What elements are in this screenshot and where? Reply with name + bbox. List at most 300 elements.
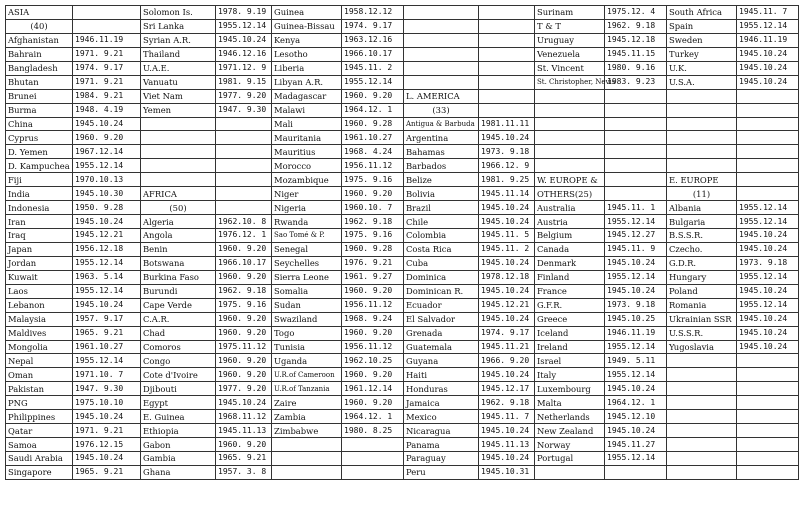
admission-date-cell: 1977. 9.20 [216,89,272,103]
country-cell: Mexico [404,410,479,424]
country-cell [667,159,737,173]
country-cell: Paraguay [404,452,479,466]
country-cell [667,89,737,103]
country-cell: Yemen [141,103,216,117]
table-row [6,312,799,326]
admission-date-cell [737,145,799,159]
country-cell: Qatar [6,424,73,438]
country-cell [404,6,479,20]
admission-date-cell: 1963.12.16 [342,33,404,47]
admission-date-cell: 1945.12.18 [605,33,667,47]
country-cell: G.D.R. [667,256,737,270]
table-row [6,354,799,368]
admission-date-cell: 1964.12. 1 [342,410,404,424]
country-cell: U.R.of Cameroon [272,368,342,382]
country-cell [404,61,479,75]
admission-date-cell: 1981. 9.25 [479,173,535,187]
country-cell: Cyprus [6,131,73,145]
admission-date-cell [73,19,141,33]
country-cell: Maldives [6,326,73,340]
admission-date-cell: 1945.10.24 [737,326,799,340]
admission-date-cell: 1945.10.24 [479,452,535,466]
admission-date-cell [605,89,667,103]
admission-date-cell: 1981. 9.15 [216,75,272,89]
table-row [6,215,799,229]
country-cell: Sweden [667,33,737,47]
admission-date-cell: 1946.11.19 [737,33,799,47]
country-cell: Mali [272,117,342,131]
country-cell: Mauritania [272,131,342,145]
admission-date-cell [216,131,272,145]
country-cell: Zimbabwe [272,424,342,438]
country-cell [141,173,216,187]
country-cell: Peru [404,465,479,479]
country-cell: Vanuatu [141,75,216,89]
country-cell: U.K. [667,61,737,75]
table-row [6,47,799,61]
admission-date-cell: 1945.11. 7 [479,410,535,424]
admission-date-cell: 1945.11. 2 [479,242,535,256]
country-cell: New Zealand [535,424,605,438]
country-cell: Samoa [6,438,73,452]
country-cell: Cote d'Ivoire [141,368,216,382]
country-cell: (40) [6,19,73,33]
country-cell [667,382,737,396]
country-cell: Finland [535,270,605,284]
country-cell [404,19,479,33]
country-cell: L. AMERICA [404,89,479,103]
country-cell [535,117,605,131]
country-cell: Fiji [6,173,73,187]
country-cell: Bhutan [6,75,73,89]
country-cell [535,131,605,145]
admission-date-cell: 1945.10.24 [479,368,535,382]
country-cell [667,117,737,131]
admission-date-cell: 1961. 9.27 [342,270,404,284]
country-cell: Tunisia [272,340,342,354]
admission-date-cell: 1956.11.12 [342,340,404,354]
country-cell: Ghana [141,465,216,479]
country-cell: Angola [141,229,216,243]
admission-date-cell [737,396,799,410]
admission-date-cell: 1946.12.16 [216,47,272,61]
country-cell: AFRICA [141,187,216,201]
admission-date-cell: 1947. 9.30 [73,382,141,396]
country-cell: Argentina [404,131,479,145]
country-cell: Surinam [535,6,605,20]
country-cell: Mozambique [272,173,342,187]
country-cell: Afghanistan [6,33,73,47]
country-cell: Libyan A.R. [272,75,342,89]
admission-date-cell: 1966.10.17 [342,47,404,61]
admission-date-cell: 1961.10.27 [342,131,404,145]
admission-date-cell: 1945.10.24 [479,131,535,145]
admission-date-cell [737,452,799,466]
country-cell: Zambia [272,410,342,424]
admission-date-cell: 1977. 9.20 [216,382,272,396]
admission-date-cell: 1945.11. 9 [605,242,667,256]
table-row [6,145,799,159]
admission-date-cell: 1945.10.24 [73,298,141,312]
country-cell: Niger [272,187,342,201]
country-cell [141,145,216,159]
admission-date-cell: 1955.12.14 [216,19,272,33]
admission-date-cell: 1945.10.25 [605,312,667,326]
admission-date-cell: 1968. 4.24 [342,145,404,159]
admission-date-cell [342,452,404,466]
admission-date-cell: 1955.12.14 [605,452,667,466]
country-cell: ASIA [6,6,73,20]
admission-date-cell: 1960. 9.20 [216,312,272,326]
table-row [6,465,799,479]
table-row [6,410,799,424]
admission-date-cell: 1965. 9.21 [73,465,141,479]
country-cell: Ethiopia [141,424,216,438]
table-row [6,326,799,340]
country-cell: Portugal [535,452,605,466]
country-cell: Uruguay [535,33,605,47]
admission-date-cell: 1955.12.14 [737,215,799,229]
admission-date-cell: 1945.12.10 [605,410,667,424]
admission-date-cell: 1955.12.14 [737,298,799,312]
country-cell: Comoros [141,340,216,354]
country-cell: Canada [535,242,605,256]
admission-date-cell: 1978.12.18 [479,270,535,284]
admission-date-cell [216,117,272,131]
admission-date-cell: 1955.12.14 [73,159,141,173]
country-cell: El Salvador [404,312,479,326]
admission-date-cell: 1955.12.14 [605,270,667,284]
country-cell: Liberia [272,61,342,75]
country-cell: Australia [535,201,605,215]
admission-date-cell: 1975. 9.16 [342,229,404,243]
country-cell: Benin [141,242,216,256]
admission-date-cell: 1960. 9.20 [216,368,272,382]
admission-date-cell: 1960. 9.20 [342,326,404,340]
admission-date-cell: 1945.11.14 [479,187,535,201]
admission-date-cell: 1971.10. 7 [73,368,141,382]
country-cell: China [6,117,73,131]
table-row [6,89,799,103]
admission-date-cell: 1945.10.24 [737,229,799,243]
country-cell [141,159,216,173]
admission-date-cell [479,103,535,117]
country-cell: Iraq [6,229,73,243]
country-cell: U.S.A. [667,75,737,89]
country-cell: Cuba [404,256,479,270]
country-cell: St. Vincent [535,61,605,75]
admission-date-cell: 1945.11. 5 [479,229,535,243]
admission-date-cell: 1974. 9.17 [73,61,141,75]
table-row [6,61,799,75]
admission-date-cell: 1974. 9.17 [479,326,535,340]
country-cell: U.R.of Tanzania [272,382,342,396]
admission-date-cell [605,145,667,159]
admission-date-cell: 1945.10.24 [216,396,272,410]
admission-date-cell: 1960. 9.20 [73,131,141,145]
country-cell: Hungary [667,270,737,284]
admission-date-cell: 1945.10.24 [73,215,141,229]
admission-date-cell [737,382,799,396]
admission-date-cell [342,438,404,452]
admission-date-cell: 1955.12.14 [737,19,799,33]
admission-date-cell: 1968. 9.24 [342,312,404,326]
admission-date-cell: 1975. 9.16 [216,298,272,312]
admission-date-cell [737,410,799,424]
admission-date-cell: 1945.11.13 [216,424,272,438]
admission-date-cell: 1965. 9.21 [73,326,141,340]
country-cell: Turkey [667,47,737,61]
admission-date-cell: 1945.10.24 [737,312,799,326]
country-cell: Senegal [272,242,342,256]
table-row [6,368,799,382]
table-row [6,19,799,33]
country-cell: Jamaica [404,396,479,410]
country-cell: Romania [667,298,737,312]
table-row [6,340,799,354]
country-cell: Botswana [141,256,216,270]
admission-date-cell: 1945.10.24 [479,312,535,326]
country-cell: Greece [535,312,605,326]
table-row [6,187,799,201]
admission-date-cell [605,131,667,145]
admission-date-cell [479,61,535,75]
admission-date-cell: 1945.11.15 [605,47,667,61]
country-cell: Antigua & Barbuda [404,117,479,131]
admission-date-cell: 1945.10.24 [737,47,799,61]
country-cell: Belgium [535,229,605,243]
admission-date-cell: 1945.10.24 [479,201,535,215]
admission-date-cell: 1945.10.24 [479,215,535,229]
country-cell: Czecho. [667,242,737,256]
country-cell: Kenya [272,33,342,47]
member-states-table [5,5,799,480]
country-cell [535,465,605,479]
admission-date-cell: 1945.10.24 [737,242,799,256]
admission-date-cell [737,173,799,187]
country-cell [404,47,479,61]
country-cell: B.S.S.R. [667,229,737,243]
table-row [6,229,799,243]
admission-date-cell: 1962. 9.18 [605,19,667,33]
country-cell: Morocco [272,159,342,173]
country-cell: Burkina Faso [141,270,216,284]
admission-date-cell: 1955.12.14 [737,270,799,284]
admission-date-cell [737,187,799,201]
country-cell: Solomon Is. [141,6,216,20]
admission-date-cell: 1960. 9.20 [342,368,404,382]
country-cell: Egypt [141,396,216,410]
country-cell: Indonesia [6,201,73,215]
table-row [6,396,799,410]
country-cell: Colombia [404,229,479,243]
country-cell: Austria [535,215,605,229]
country-cell: Sudan [272,298,342,312]
country-cell: Brunei [6,89,73,103]
country-cell: Mongolia [6,340,73,354]
admission-date-cell [737,465,799,479]
admission-date-cell: 1962.10.25 [342,354,404,368]
admission-date-cell [73,6,141,20]
country-cell: Japan [6,242,73,256]
admission-date-cell: 1960. 9.20 [342,284,404,298]
country-cell: Mauritius [272,145,342,159]
admission-date-cell: 1962.10. 8 [216,215,272,229]
admission-date-cell: 1956.11.12 [342,159,404,173]
country-cell [404,33,479,47]
country-cell: D. Yemen [6,145,73,159]
admission-date-cell: 1945.10.24 [605,424,667,438]
admission-date-cell: 1966.10.17 [216,256,272,270]
admission-date-cell [479,75,535,89]
country-cell: St. Christopher, Nevis [535,75,605,89]
country-cell: Bahrain [6,47,73,61]
admission-date-cell [737,117,799,131]
table-row [6,242,799,256]
admission-date-cell: 1962. 9.18 [216,284,272,298]
admission-date-cell [605,173,667,187]
country-cell: Nicaragua [404,424,479,438]
country-cell: Algeria [141,215,216,229]
admission-date-cell: 1945.12.27 [605,229,667,243]
country-cell: Netherlands [535,410,605,424]
admission-date-cell [479,47,535,61]
country-cell: India [6,187,73,201]
country-cell [667,145,737,159]
country-cell: Malta [535,396,605,410]
admission-date-cell: 1983. 9.23 [605,75,667,89]
admission-date-cell: 1960.10. 7 [342,201,404,215]
admission-date-cell: 1963. 5.14 [73,270,141,284]
admission-date-cell: 1971. 9.21 [73,47,141,61]
admission-date-cell: 1955.12.14 [73,284,141,298]
admission-date-cell: 1955.12.14 [73,256,141,270]
country-cell: Malaysia [6,312,73,326]
country-cell [272,465,342,479]
country-cell [272,438,342,452]
country-cell [667,465,737,479]
table-row [6,256,799,270]
country-cell: U.S.S.R. [667,326,737,340]
table-row [6,6,799,20]
country-cell: Gabon [141,438,216,452]
admission-date-cell: 1955.12.14 [73,354,141,368]
table-row [6,201,799,215]
country-cell: Lebanon [6,298,73,312]
country-cell: Cape Verde [141,298,216,312]
country-cell: Swaziland [272,312,342,326]
admission-date-cell: 1945.10.24 [737,61,799,75]
country-cell: Guyana [404,354,479,368]
admission-date-cell: 1962. 9.18 [479,396,535,410]
country-cell: Grenada [404,326,479,340]
country-cell: Israel [535,354,605,368]
table-row [6,103,799,117]
admission-date-cell: 1971. 9.21 [73,424,141,438]
admission-date-cell: 1960. 9.20 [342,187,404,201]
admission-date-cell: 1960. 9.20 [216,270,272,284]
country-cell: Albania [667,201,737,215]
country-cell [404,75,479,89]
admission-date-cell: 1961.12.14 [342,382,404,396]
country-cell: E. EUROPE [667,173,737,187]
country-cell: Dominica [404,270,479,284]
admission-date-cell: 1960. 9.28 [342,242,404,256]
admission-date-cell [605,187,667,201]
country-cell: Bolivia [404,187,479,201]
country-cell: Laos [6,284,73,298]
country-cell: Barbados [404,159,479,173]
admission-date-cell: 1945.12.21 [73,229,141,243]
admission-date-cell: 1975.10.10 [73,396,141,410]
country-cell: Thailand [141,47,216,61]
admission-date-cell: 1945.11.21 [479,340,535,354]
table-row [6,424,799,438]
country-cell: Pakistan [6,382,73,396]
country-cell: W. EUROPE & [535,173,605,187]
country-cell [667,368,737,382]
admission-date-cell [737,438,799,452]
admission-date-cell: 1957. 3. 8 [216,465,272,479]
admission-date-cell: 1961.10.27 [73,340,141,354]
admission-date-cell: 1945.11. 2 [342,61,404,75]
admission-date-cell: 1973. 9.18 [737,256,799,270]
country-cell [535,89,605,103]
admission-date-cell [737,368,799,382]
country-cell: Honduras [404,382,479,396]
admission-date-cell: 1975. 9.16 [342,173,404,187]
admission-date-cell: 1945.10.24 [605,382,667,396]
admission-date-cell: 1960. 9.20 [342,396,404,410]
country-cell: G.F.R. [535,298,605,312]
admission-date-cell: 1975.12. 4 [605,6,667,20]
country-cell [535,159,605,173]
admission-date-cell: 1980. 9.16 [605,61,667,75]
admission-date-cell: 1960. 9.20 [216,354,272,368]
country-cell [667,438,737,452]
admission-date-cell: 1971.12. 9 [216,61,272,75]
country-cell: Zaire [272,396,342,410]
table-row [6,270,799,284]
admission-date-cell: 1945.10.24 [737,75,799,89]
admission-date-cell: 1955.12.14 [605,215,667,229]
admission-date-cell: 1978. 9.19 [216,6,272,20]
admission-date-cell [737,424,799,438]
country-cell: Sierra Leone [272,270,342,284]
admission-date-cell: 1945.11.27 [605,438,667,452]
admission-date-cell: 1945.10.24 [605,256,667,270]
admission-date-cell [737,89,799,103]
admission-date-cell [737,131,799,145]
admission-date-cell: 1966. 9.20 [479,354,535,368]
admission-date-cell [479,89,535,103]
country-cell [667,396,737,410]
country-cell: Iceland [535,326,605,340]
admission-date-cell: 1945.10.24 [216,33,272,47]
country-cell: Burundi [141,284,216,298]
table-row [6,438,799,452]
country-cell [141,131,216,145]
country-cell: Poland [667,284,737,298]
admission-date-cell: 1960. 9.28 [342,117,404,131]
admission-date-cell: 1967.12.14 [73,145,141,159]
admission-date-cell: 1966.12. 9 [479,159,535,173]
country-cell: C.A.R. [141,312,216,326]
admission-date-cell: 1955.12.14 [605,368,667,382]
country-cell: Bulgaria [667,215,737,229]
country-cell: Madagascar [272,89,342,103]
admission-date-cell [342,465,404,479]
